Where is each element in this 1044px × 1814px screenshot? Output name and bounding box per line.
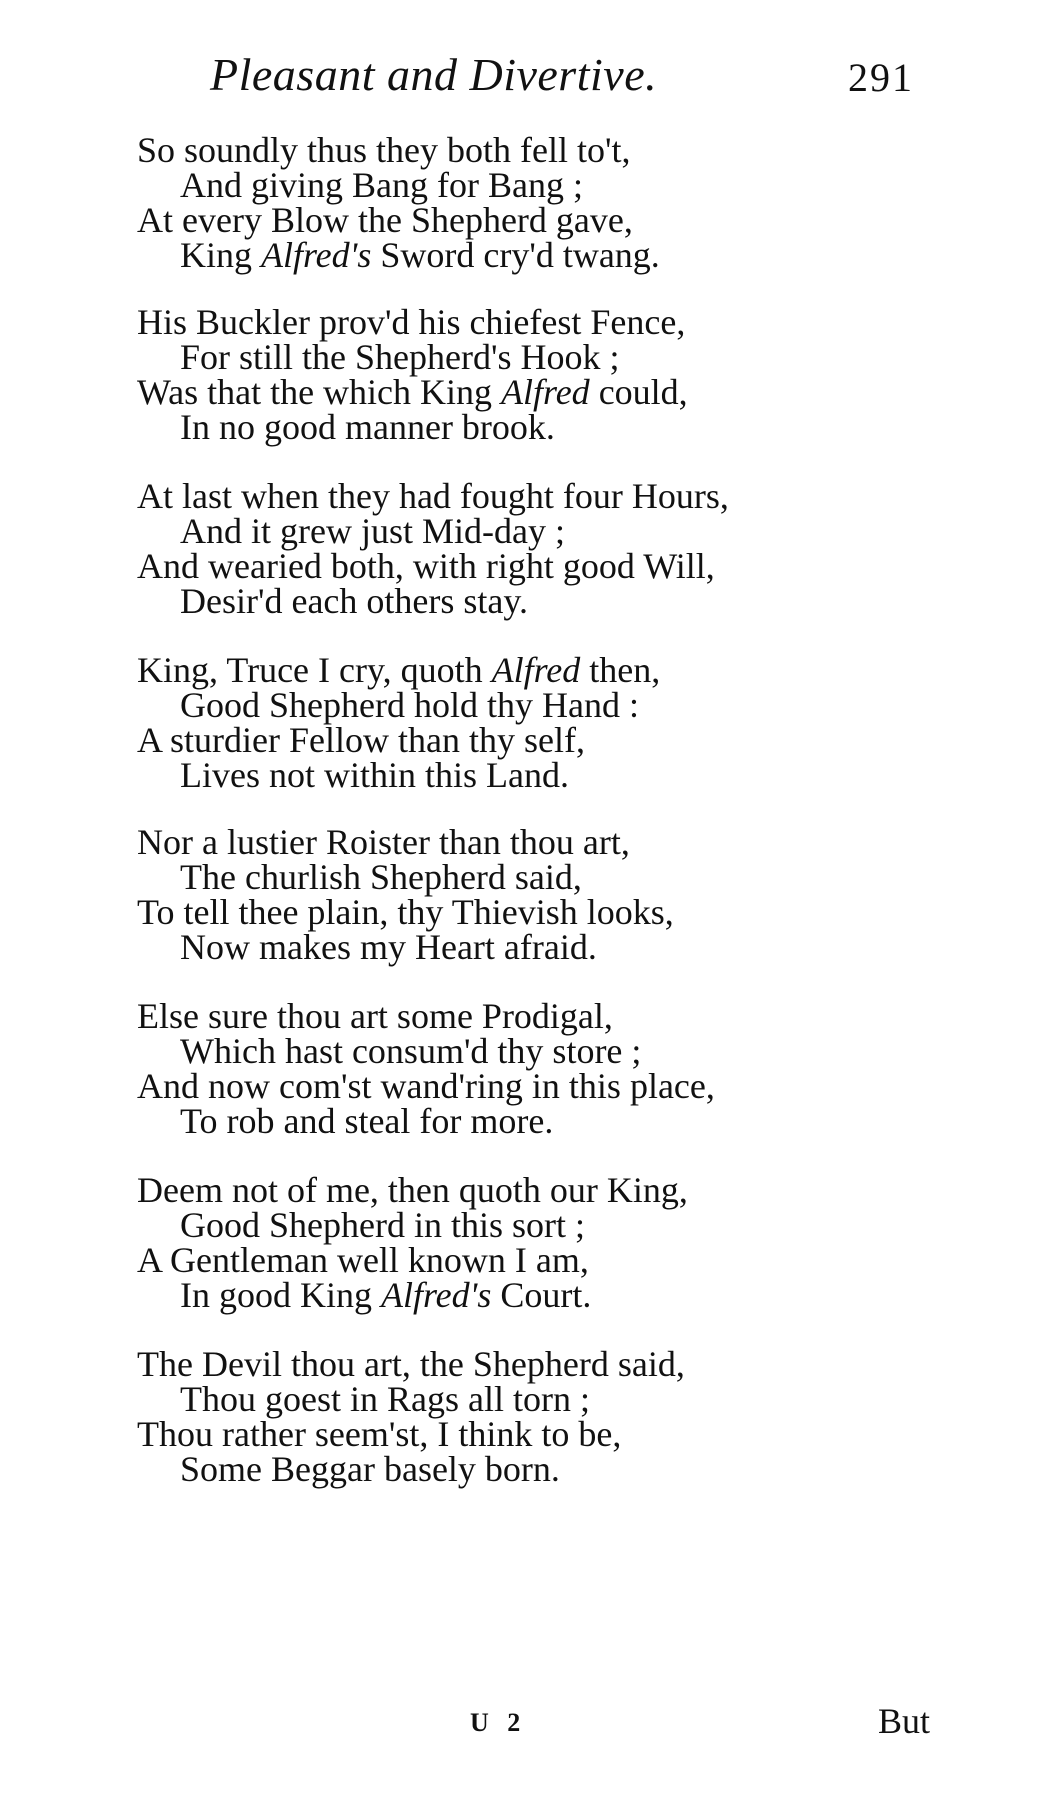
page-number: 291 bbox=[848, 55, 914, 100]
verse-line: Good Shepherd in this sort ; bbox=[180, 1205, 585, 1245]
verse-line: Some Beggar basely born. bbox=[180, 1449, 560, 1489]
verse-line: And now com'st wand'ring in this place, bbox=[137, 1066, 715, 1106]
verse-line: A sturdier Fellow than thy self, bbox=[137, 720, 585, 760]
verse-line: Now makes my Heart afraid. bbox=[180, 927, 597, 967]
verse-line: Desir'd each others stay. bbox=[180, 581, 529, 621]
verse-line: In no good manner brook. bbox=[180, 407, 555, 447]
verse-line: At last when they had fought four Hours, bbox=[137, 476, 729, 516]
italic-name: Alfred's bbox=[261, 235, 372, 275]
verse-line: To rob and steal for more. bbox=[180, 1101, 554, 1141]
verse-text: Sword cry'd twang. bbox=[371, 235, 660, 275]
verse-line: The Devil thou art, the Shepherd said, bbox=[137, 1344, 685, 1384]
verse-line: Thou goest in Rags all torn ; bbox=[180, 1379, 590, 1419]
italic-name: Alfred bbox=[501, 372, 590, 412]
verse-text: King, Truce I cry, quoth bbox=[137, 650, 492, 690]
running-head bbox=[0, 48, 1044, 108]
verse-line: Else sure thou art some Prodigal, bbox=[137, 996, 613, 1036]
verse-line: A Gentleman well known I am, bbox=[137, 1240, 589, 1280]
verse-line: To tell thee plain, thy Thievish looks, bbox=[137, 892, 674, 932]
verse-line: Deem not of me, then quoth our King, bbox=[137, 1170, 688, 1210]
verse-line: And wearied both, with right good Will, bbox=[137, 546, 715, 586]
verse-line: Which hast consum'd thy store ; bbox=[180, 1031, 642, 1071]
catchword: But bbox=[878, 1701, 931, 1741]
verse-text: then, bbox=[580, 650, 661, 690]
verse-line: His Buckler prov'd his chiefest Fence, bbox=[137, 302, 686, 342]
verse-line bbox=[137, 650, 660, 690]
italic-name: Alfred's bbox=[381, 1275, 492, 1315]
verse-text: Court. bbox=[491, 1275, 592, 1315]
verse-line: For still the Shepherd's Hook ; bbox=[180, 337, 620, 377]
verse-line: Thou rather seem'st, I think to be, bbox=[137, 1414, 622, 1454]
verse-line: And it grew just Mid-day ; bbox=[180, 511, 565, 551]
running-title: Pleasant and Divertive. bbox=[210, 49, 658, 100]
italic-name: Alfred bbox=[491, 650, 581, 690]
verse-line bbox=[137, 372, 688, 412]
verse-line: So soundly thus they both fell to't, bbox=[137, 130, 631, 170]
verse-line bbox=[180, 235, 660, 275]
verse-line: And giving Bang for Bang ; bbox=[180, 165, 583, 205]
verse-text: Was that the which King bbox=[137, 372, 502, 412]
verse-line: Nor a lustier Roister than thou art, bbox=[137, 822, 630, 862]
verse-text: King bbox=[180, 235, 261, 275]
verse-text: In good King bbox=[180, 1275, 381, 1315]
signature-mark: U 2 bbox=[470, 1708, 527, 1737]
verse-line bbox=[180, 1275, 591, 1315]
verse-line: Lives not within this Land. bbox=[180, 755, 569, 795]
verse-line: The churlish Shepherd said, bbox=[180, 857, 582, 897]
verse-text: could, bbox=[589, 372, 688, 412]
verse-line: At every Blow the Shepherd gave, bbox=[137, 200, 633, 240]
verse-line: Good Shepherd hold thy Hand : bbox=[180, 685, 639, 725]
